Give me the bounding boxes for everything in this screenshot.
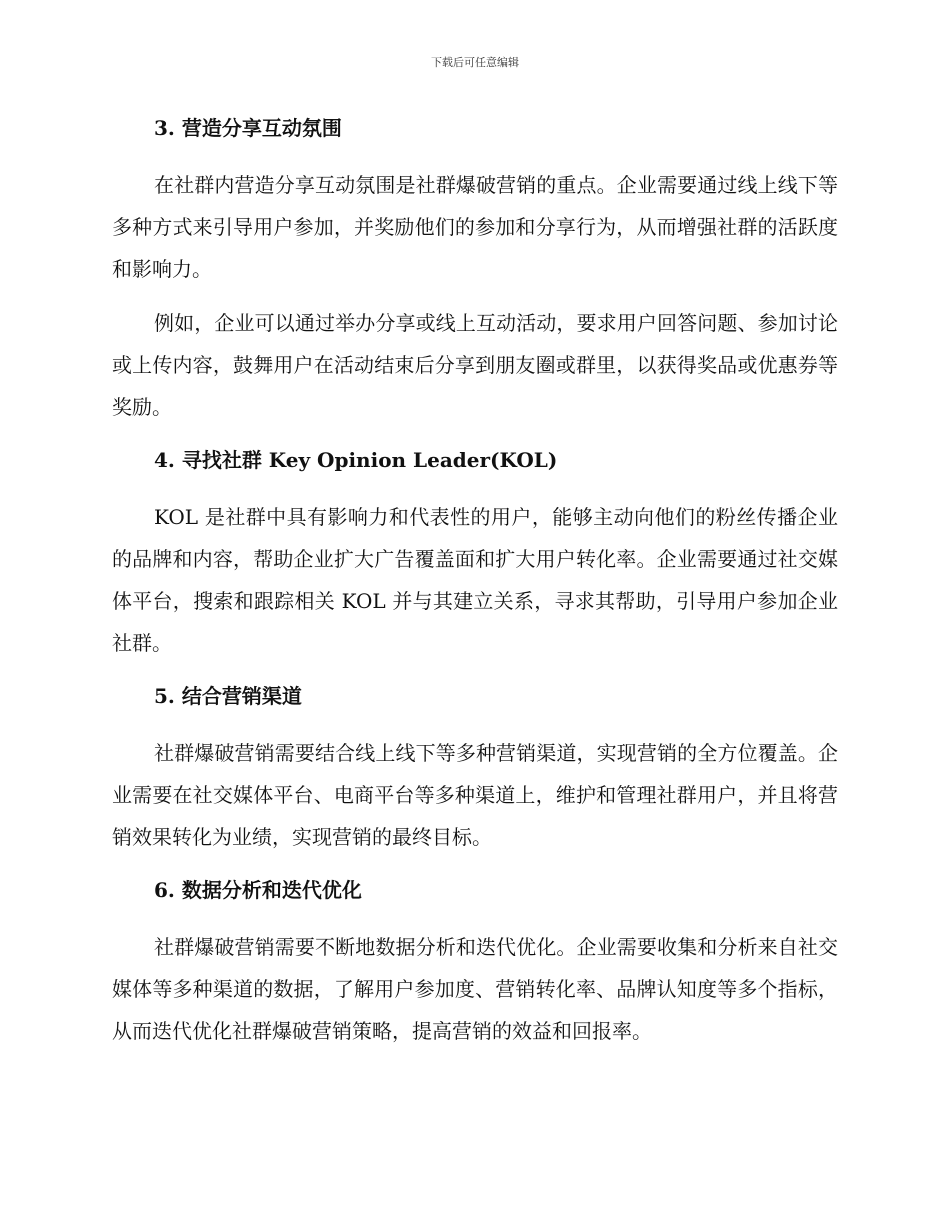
section-3: [112, 108, 838, 428]
page-header-note: 下载后可任意编辑: [431, 56, 519, 69]
document-body: [112, 108, 838, 1064]
section-heading: 3. 营造分享互动氛围: [154, 116, 342, 140]
section-6: [112, 870, 838, 1052]
section-4: [112, 440, 838, 664]
section-heading: 4. 寻找社群 Key Opinion Leader(KOL): [154, 448, 558, 472]
paragraph: 在社群内营造分享互动氛围是社群爆破营销的重点。企业需要通过线上线下等多种方式来引导用户参加，并奖励他们的参加和分享行为，从而增强社群的活跃度和影响力。: [112, 173, 838, 281]
section-heading: 6. 数据分析和迭代优化: [154, 878, 362, 902]
paragraph: 例如，企业可以通过举办分享或线上互动活动，要求用户回答问题、参加讨论或上传内容，鼓舞用户在活动结束后分享到朋友圈或群里，以获得奖品或优惠券等奖励。: [112, 311, 838, 419]
paragraph: KOL 是社群中具有影响力和代表性的用户，能够主动向他们的粉丝传播企业的品牌和内容，帮助企业扩大广告覆盖面和扩大用户转化率。企业需要通过社交媒体平台，搜索和跟踪相关 KOL 并与其建立关系，寻求其帮助，引导用户参加企业社群。: [112, 505, 838, 655]
section-heading: 5. 结合营销渠道: [154, 684, 302, 708]
paragraph: 社群爆破营销需要不断地数据分析和迭代优化。企业需要收集和分析来自社交媒体等多种渠道的数据，了解用户参加度、营销转化率、品牌认知度等多个指标，从而迭代优化社群爆破营销策略，提高营销的效益和回报率。: [112, 935, 838, 1043]
section-5: [112, 676, 838, 858]
paragraph: 社群爆破营销需要结合线上线下等多种营销渠道，实现营销的全方位覆盖。企业需要在社交媒体平台、电商平台等多种渠道上，维护和管理社群用户，并且将营销效果转化为业绩，实现营销的最终目标。: [112, 741, 838, 849]
